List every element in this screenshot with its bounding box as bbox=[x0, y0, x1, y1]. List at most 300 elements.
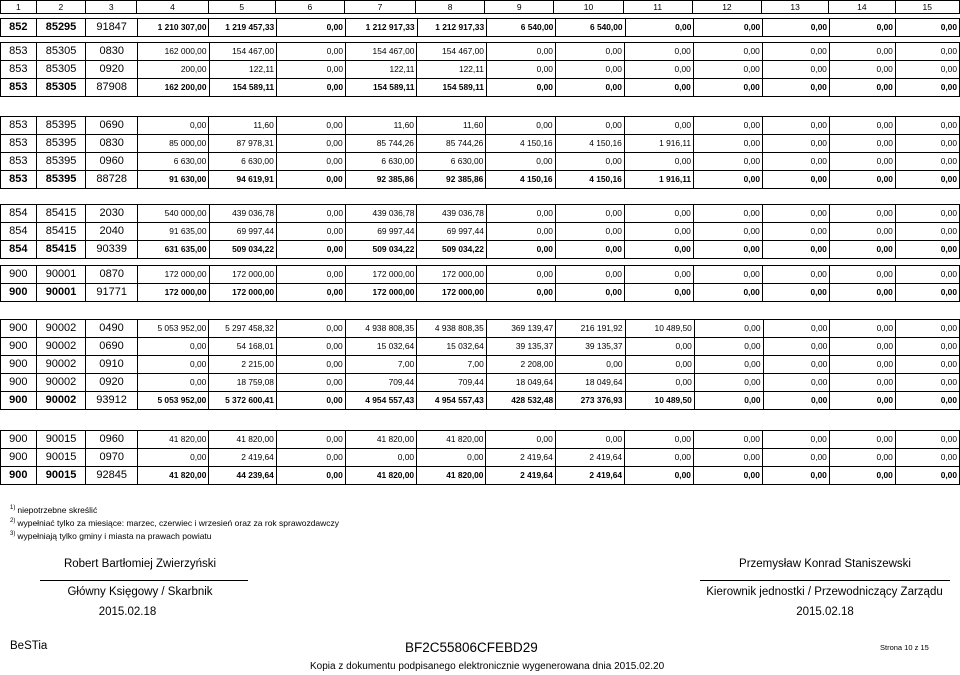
table-cell: 0,00 bbox=[829, 135, 895, 153]
table-cell: 0,00 bbox=[762, 61, 829, 79]
table-row bbox=[1, 266, 960, 284]
table-cell: 216 191,92 bbox=[556, 320, 625, 338]
table-cell: 0,00 bbox=[624, 61, 693, 79]
table-cell: 0,00 bbox=[895, 61, 959, 79]
table-cell: 0,00 bbox=[896, 338, 960, 356]
subtotal-row bbox=[1, 241, 960, 259]
table-cell: 85395 bbox=[36, 153, 86, 171]
table-cell: 0,00 bbox=[486, 223, 555, 241]
table-cell: 41 820,00 bbox=[345, 431, 416, 449]
table-cell: 15 032,64 bbox=[417, 338, 487, 356]
table-cell: 154 589,11 bbox=[209, 79, 277, 97]
table-cell: 154 467,00 bbox=[209, 43, 277, 61]
table-cell: 0,00 bbox=[694, 19, 763, 37]
table-cell: 0,00 bbox=[624, 205, 693, 223]
table-cell: 0,00 bbox=[555, 61, 624, 79]
table-cell: 0,00 bbox=[762, 467, 829, 485]
table-cell: 0,00 bbox=[555, 205, 624, 223]
table-cell: 0,00 bbox=[624, 43, 693, 61]
table-cell: 854 bbox=[1, 241, 37, 259]
signatory-right-date: 2015.02.18 bbox=[796, 606, 854, 618]
signatory-right-name: Przemysław Konrad Staniszewski bbox=[739, 558, 911, 570]
table-cell: 85 000,00 bbox=[138, 135, 209, 153]
table-cell: 0,00 bbox=[763, 356, 830, 374]
table-cell: 0,00 bbox=[624, 79, 693, 97]
table-cell: 0,00 bbox=[830, 19, 896, 37]
table-cell: 91 635,00 bbox=[138, 223, 209, 241]
table-cell: 4 150,16 bbox=[555, 135, 624, 153]
table-cell: 154 467,00 bbox=[346, 43, 417, 61]
table-cell: 0,00 bbox=[829, 431, 895, 449]
table-cell: 0,00 bbox=[830, 392, 896, 410]
table-cell: 0,00 bbox=[137, 356, 209, 374]
table-cell: 2 419,64 bbox=[209, 449, 276, 467]
table-row bbox=[1, 223, 960, 241]
table-cell: 0,00 bbox=[693, 467, 762, 485]
table-cell: 87 978,31 bbox=[209, 135, 276, 153]
table-cell: 13 bbox=[762, 1, 829, 14]
table-cell: 6 540,00 bbox=[487, 19, 556, 37]
table-cell: 41 820,00 bbox=[345, 467, 416, 485]
table-cell: 0,00 bbox=[137, 338, 209, 356]
table-cell: 172 000,00 bbox=[417, 284, 487, 302]
subtotal-row bbox=[1, 392, 960, 410]
table-cell: 90002 bbox=[36, 374, 86, 392]
table-cell: 0,00 bbox=[829, 117, 895, 135]
table-cell: 91771 bbox=[86, 284, 138, 302]
table-cell: 0,00 bbox=[694, 356, 763, 374]
table-cell: 1 bbox=[1, 1, 37, 14]
table-cell: 0,00 bbox=[693, 449, 762, 467]
data-table-group bbox=[0, 319, 960, 410]
table-cell: 509 034,22 bbox=[346, 241, 417, 259]
table-cell: 0,00 bbox=[486, 79, 555, 97]
table-cell: 0,00 bbox=[555, 117, 624, 135]
table-cell: 0,00 bbox=[276, 135, 345, 153]
table-cell: 900 bbox=[1, 392, 37, 410]
table-cell: 85395 bbox=[36, 171, 86, 189]
table-cell: 0,00 bbox=[417, 449, 486, 467]
table-cell: 0,00 bbox=[762, 266, 829, 284]
data-table-group bbox=[0, 116, 960, 189]
table-cell: 0,00 bbox=[763, 320, 830, 338]
table-cell: 0,00 bbox=[276, 320, 345, 338]
table-cell: 0,00 bbox=[762, 117, 829, 135]
table-cell: 0,00 bbox=[829, 266, 895, 284]
table-cell: 0,00 bbox=[137, 374, 209, 392]
table-cell: 0,00 bbox=[895, 171, 959, 189]
table-cell: 85 744,26 bbox=[345, 135, 416, 153]
table-cell: 6 540,00 bbox=[556, 19, 625, 37]
table-cell: 0,00 bbox=[693, 284, 762, 302]
table-cell: 0,00 bbox=[138, 117, 209, 135]
table-cell: 172 000,00 bbox=[138, 284, 209, 302]
table-cell: 0,00 bbox=[762, 241, 829, 259]
table-cell: 0,00 bbox=[829, 467, 895, 485]
table-cell: 0,00 bbox=[625, 374, 694, 392]
table-cell: 0,00 bbox=[694, 153, 763, 171]
table-cell: 0,00 bbox=[830, 356, 896, 374]
table-cell: 92 385,86 bbox=[416, 171, 485, 189]
table-cell: 0,00 bbox=[829, 171, 895, 189]
table-cell: 0,00 bbox=[555, 79, 624, 97]
table-cell: 0,00 bbox=[276, 117, 345, 135]
table-cell: 509 034,22 bbox=[417, 241, 487, 259]
table-cell: 2040 bbox=[86, 223, 138, 241]
table-row bbox=[1, 135, 960, 153]
table-cell: 154 589,11 bbox=[346, 79, 417, 97]
table-cell: 540 000,00 bbox=[138, 205, 209, 223]
table-cell: 0,00 bbox=[895, 284, 959, 302]
table-row bbox=[1, 320, 960, 338]
table-cell: 1 916,11 bbox=[624, 135, 693, 153]
table-cell: 0,00 bbox=[486, 43, 555, 61]
table-cell: 0690 bbox=[86, 338, 138, 356]
table-cell: 0910 bbox=[86, 356, 138, 374]
table-cell: 0,00 bbox=[829, 284, 895, 302]
table-cell: 900 bbox=[1, 431, 37, 449]
table-cell: 0,00 bbox=[694, 374, 763, 392]
table-cell: 0,00 bbox=[896, 320, 960, 338]
table-cell: 15 bbox=[895, 1, 959, 14]
table-cell: 90002 bbox=[36, 356, 86, 374]
table-cell: 69 997,44 bbox=[346, 223, 417, 241]
table-cell: 900 bbox=[1, 356, 37, 374]
footnote-3: $^{3)}$ wypełniają tylko gminy i miasta na prawach powiatu bbox=[10, 530, 212, 541]
signatory-left-role: Główny Księgowy / Skarbnik bbox=[67, 586, 213, 598]
table-cell: 0,00 bbox=[895, 223, 959, 241]
table-cell: 5 053 952,00 bbox=[137, 392, 209, 410]
table-cell: 273 376,93 bbox=[556, 392, 625, 410]
table-cell: 4 938 808,35 bbox=[345, 320, 417, 338]
table-cell: 9 bbox=[485, 1, 554, 14]
table-cell: 0,00 bbox=[895, 467, 959, 485]
table-cell: 2030 bbox=[86, 205, 138, 223]
table-cell: 2 419,64 bbox=[486, 467, 555, 485]
table-cell: 0,00 bbox=[556, 356, 625, 374]
table-cell: 0,00 bbox=[829, 205, 895, 223]
table-cell: 0,00 bbox=[486, 241, 555, 259]
table-cell: 0,00 bbox=[625, 338, 694, 356]
page-number: Strona 10 z 15 bbox=[880, 643, 929, 652]
table-cell: 0,00 bbox=[277, 284, 346, 302]
table-cell: 2 208,00 bbox=[486, 356, 555, 374]
table-cell: 91 630,00 bbox=[138, 171, 209, 189]
table-cell: 0,00 bbox=[895, 449, 959, 467]
table-cell: 0,00 bbox=[277, 61, 346, 79]
table-cell: 4 150,16 bbox=[486, 171, 555, 189]
table-cell: 0,00 bbox=[829, 223, 895, 241]
table-cell: 900 bbox=[1, 284, 37, 302]
table-cell: 0,00 bbox=[555, 284, 624, 302]
table-cell: 0,00 bbox=[276, 153, 345, 171]
table-cell: 6 630,00 bbox=[209, 153, 276, 171]
table-cell: 0,00 bbox=[895, 117, 959, 135]
table-cell: 0,00 bbox=[624, 153, 693, 171]
table-cell: 0,00 bbox=[762, 135, 829, 153]
table-cell: 172 000,00 bbox=[209, 284, 277, 302]
table-row bbox=[1, 61, 960, 79]
subtotal-row bbox=[1, 284, 960, 302]
table-cell: 0,00 bbox=[624, 241, 693, 259]
table-cell: 90002 bbox=[36, 338, 86, 356]
table-cell: 0,00 bbox=[277, 79, 346, 97]
data-table-group bbox=[0, 42, 960, 97]
table-cell: 0,00 bbox=[762, 223, 829, 241]
table-cell: 0,00 bbox=[276, 356, 345, 374]
table-cell: 509 034,22 bbox=[209, 241, 277, 259]
table-cell: 0,00 bbox=[694, 392, 763, 410]
table-cell: 0,00 bbox=[276, 374, 345, 392]
table-cell: 0,00 bbox=[486, 153, 555, 171]
table-cell: 172 000,00 bbox=[346, 284, 417, 302]
table-cell: 162 000,00 bbox=[138, 43, 209, 61]
table-cell: 90015 bbox=[36, 467, 86, 485]
table-cell: 0,00 bbox=[762, 205, 829, 223]
table-cell: 0,00 bbox=[138, 449, 209, 467]
table-cell: 85305 bbox=[36, 43, 86, 61]
table-cell: 85395 bbox=[36, 117, 86, 135]
signature-line-left bbox=[40, 580, 248, 581]
data-table-group bbox=[0, 430, 960, 485]
table-cell: 853 bbox=[1, 171, 37, 189]
data-table-group bbox=[0, 18, 960, 37]
table-cell: 0,00 bbox=[829, 61, 895, 79]
table-cell: 90339 bbox=[86, 241, 138, 259]
table-cell: 709,44 bbox=[345, 374, 417, 392]
table-cell: 0,00 bbox=[486, 284, 555, 302]
table-cell: 0,00 bbox=[762, 284, 829, 302]
table-cell: 6 630,00 bbox=[138, 153, 209, 171]
table-row bbox=[1, 338, 960, 356]
table-cell: 0,00 bbox=[895, 205, 959, 223]
table-cell: 369 139,47 bbox=[486, 320, 555, 338]
table-cell: 0,00 bbox=[895, 241, 959, 259]
table-cell: 91847 bbox=[86, 19, 138, 37]
table-cell: 10 bbox=[554, 1, 623, 14]
table-cell: 0,00 bbox=[895, 79, 959, 97]
table-cell: 0,00 bbox=[763, 338, 830, 356]
table-cell: 0870 bbox=[86, 266, 138, 284]
table-cell: 0,00 bbox=[763, 19, 830, 37]
footnotes bbox=[10, 503, 339, 541]
table-cell: 0,00 bbox=[829, 241, 895, 259]
table-cell: 6 630,00 bbox=[345, 153, 416, 171]
table-cell: 0,00 bbox=[625, 431, 694, 449]
table-cell: 0,00 bbox=[625, 467, 694, 485]
table-cell: 0,00 bbox=[624, 117, 693, 135]
subtotal-row bbox=[1, 467, 960, 485]
table-cell: 439 036,78 bbox=[417, 205, 487, 223]
table-cell: 92 385,86 bbox=[345, 171, 416, 189]
table-cell: 428 532,48 bbox=[486, 392, 555, 410]
table-cell: 90001 bbox=[36, 284, 86, 302]
table-cell: 0,00 bbox=[693, 223, 762, 241]
table-cell: 12 bbox=[692, 1, 761, 14]
table-cell: 0,00 bbox=[276, 431, 345, 449]
table-cell: 0,00 bbox=[763, 392, 830, 410]
table-cell: 0,00 bbox=[762, 171, 829, 189]
table-cell: 85415 bbox=[36, 223, 86, 241]
table-cell: 0,00 bbox=[486, 266, 555, 284]
table-cell: 11,60 bbox=[209, 117, 276, 135]
table-cell: 4 150,16 bbox=[486, 135, 555, 153]
table-cell: 0960 bbox=[86, 153, 138, 171]
table-cell: 0,00 bbox=[276, 467, 345, 485]
table-cell: 6 630,00 bbox=[416, 153, 485, 171]
table-cell: 90002 bbox=[36, 320, 86, 338]
table-cell: 41 820,00 bbox=[417, 467, 486, 485]
table-cell: 1 212 917,33 bbox=[417, 19, 487, 37]
table-cell: 0,00 bbox=[277, 19, 346, 37]
table-cell: 5 297 458,32 bbox=[209, 320, 277, 338]
table-cell: 852 bbox=[1, 19, 37, 37]
table-cell: 853 bbox=[1, 43, 37, 61]
table-cell: 2 bbox=[36, 1, 85, 14]
table-cell: 4 954 557,43 bbox=[345, 392, 417, 410]
table-cell: 0,00 bbox=[276, 449, 345, 467]
table-cell: 0,00 bbox=[624, 266, 693, 284]
table-cell: 92845 bbox=[86, 467, 138, 485]
table-cell: 18 759,08 bbox=[209, 374, 277, 392]
table-cell: 2 419,64 bbox=[555, 449, 624, 467]
table-cell: 853 bbox=[1, 153, 37, 171]
column-header-table bbox=[0, 0, 960, 14]
table-cell: 7,00 bbox=[345, 356, 417, 374]
table-cell: 4 938 808,35 bbox=[417, 320, 487, 338]
table-cell: 11,60 bbox=[345, 117, 416, 135]
table-row bbox=[1, 431, 960, 449]
table-cell: 1 210 307,00 bbox=[137, 19, 209, 37]
table-cell: 900 bbox=[1, 449, 37, 467]
table-cell: 0,00 bbox=[830, 338, 896, 356]
subtotal-row bbox=[1, 79, 960, 97]
table-cell: 0,00 bbox=[693, 431, 762, 449]
table-cell: 0,00 bbox=[555, 43, 624, 61]
table-cell: 0,00 bbox=[895, 266, 959, 284]
table-cell: 162 200,00 bbox=[138, 79, 209, 97]
table-cell: 8 bbox=[416, 1, 485, 14]
table-cell: 0,00 bbox=[895, 153, 959, 171]
table-cell: 2 419,64 bbox=[486, 449, 555, 467]
signatory-right-role: Kierownik jednostki / Przewodniczący Zarządu bbox=[706, 586, 943, 598]
table-cell: 0,00 bbox=[762, 431, 829, 449]
table-cell: 90015 bbox=[36, 449, 86, 467]
table-cell: 900 bbox=[1, 467, 37, 485]
table-cell: 85 744,26 bbox=[416, 135, 485, 153]
table-cell: 15 032,64 bbox=[345, 338, 417, 356]
signatory-left-date: 2015.02.18 bbox=[98, 606, 157, 618]
table-cell: 4 150,16 bbox=[555, 171, 624, 189]
table-cell: 87908 bbox=[86, 79, 138, 97]
table-cell: 0,00 bbox=[624, 284, 693, 302]
table-cell: 0,00 bbox=[625, 449, 694, 467]
subtotal-row bbox=[1, 171, 960, 189]
table-cell: 854 bbox=[1, 223, 37, 241]
table-cell: 69 997,44 bbox=[209, 223, 277, 241]
table-cell: 0830 bbox=[86, 43, 138, 61]
table-cell: 0,00 bbox=[277, 43, 346, 61]
table-cell: 41 820,00 bbox=[417, 431, 486, 449]
table-cell: 10 489,50 bbox=[625, 392, 694, 410]
table-cell: 0,00 bbox=[276, 338, 345, 356]
table-cell: 172 000,00 bbox=[346, 266, 417, 284]
table-cell: 7,00 bbox=[417, 356, 487, 374]
table-cell: 0,00 bbox=[277, 205, 346, 223]
table-cell: 0,00 bbox=[555, 266, 624, 284]
table-cell: 122,11 bbox=[209, 61, 277, 79]
table-cell: 85415 bbox=[36, 205, 86, 223]
table-cell: 14 bbox=[829, 1, 895, 14]
table-row bbox=[1, 374, 960, 392]
table-cell: 1 916,11 bbox=[624, 171, 693, 189]
table-row bbox=[1, 449, 960, 467]
table-cell: 0,00 bbox=[345, 449, 416, 467]
table-cell: 154 589,11 bbox=[417, 79, 487, 97]
table-cell: 200,00 bbox=[138, 61, 209, 79]
table-row bbox=[1, 117, 960, 135]
table-cell: 93912 bbox=[86, 392, 138, 410]
signatory-left-name: Robert Bartłomiej Zwierzyński bbox=[63, 558, 217, 570]
table-cell: 0690 bbox=[86, 117, 138, 135]
table-cell: 10 489,50 bbox=[625, 320, 694, 338]
table-cell: 0,00 bbox=[763, 374, 830, 392]
table-cell: 0,00 bbox=[830, 320, 896, 338]
table-cell: 0,00 bbox=[625, 19, 694, 37]
table-cell: 0,00 bbox=[625, 356, 694, 374]
table-cell: 0,00 bbox=[486, 61, 555, 79]
table-cell: 0,00 bbox=[555, 241, 624, 259]
table-cell: 2 215,00 bbox=[209, 356, 277, 374]
table-cell: 0,00 bbox=[762, 153, 829, 171]
table-cell: 900 bbox=[1, 374, 37, 392]
table-cell: 0,00 bbox=[277, 266, 346, 284]
table-cell: 0,00 bbox=[895, 135, 959, 153]
table-cell: 0,00 bbox=[277, 223, 346, 241]
table-cell: 0,00 bbox=[693, 205, 762, 223]
copy-note: Kopia z dokumentu podpisanego elektronicznie wygenerowana dnia 2015.02.20 bbox=[310, 661, 665, 672]
table-row bbox=[1, 205, 960, 223]
table-row bbox=[1, 356, 960, 374]
table-cell: 0,00 bbox=[555, 223, 624, 241]
table-cell: 0,00 bbox=[693, 266, 762, 284]
table-cell: 1 219 457,33 bbox=[209, 19, 277, 37]
table-cell: 853 bbox=[1, 61, 37, 79]
table-cell: 709,44 bbox=[417, 374, 487, 392]
table-cell: 4 bbox=[137, 1, 208, 14]
table-cell: 1 212 917,33 bbox=[345, 19, 417, 37]
table-cell: 90015 bbox=[36, 431, 86, 449]
footnote-2: $^{2)}$ wypełniać tylko za miesiące: marzec, czerwiec i wrzesień oraz za rok sprawozdawczy bbox=[10, 517, 340, 528]
table-cell: 0960 bbox=[86, 431, 138, 449]
table-cell: 39 135,37 bbox=[486, 338, 555, 356]
table-cell: 2 419,64 bbox=[555, 467, 624, 485]
table-cell: 0,00 bbox=[555, 153, 624, 171]
table-cell: 85305 bbox=[36, 79, 86, 97]
table-cell: 6 bbox=[275, 1, 344, 14]
table-cell: 0,00 bbox=[693, 43, 762, 61]
column-number-row bbox=[1, 1, 960, 14]
table-cell: 0,00 bbox=[693, 241, 762, 259]
table-cell: 88728 bbox=[86, 171, 138, 189]
table-cell: 90002 bbox=[36, 392, 86, 410]
table-cell: 0,00 bbox=[486, 431, 555, 449]
table-cell: 11,60 bbox=[416, 117, 485, 135]
table-cell: 69 997,44 bbox=[417, 223, 487, 241]
table-cell: 0,00 bbox=[896, 356, 960, 374]
table-cell: 172 000,00 bbox=[138, 266, 209, 284]
table-cell: 94 619,91 bbox=[209, 171, 276, 189]
